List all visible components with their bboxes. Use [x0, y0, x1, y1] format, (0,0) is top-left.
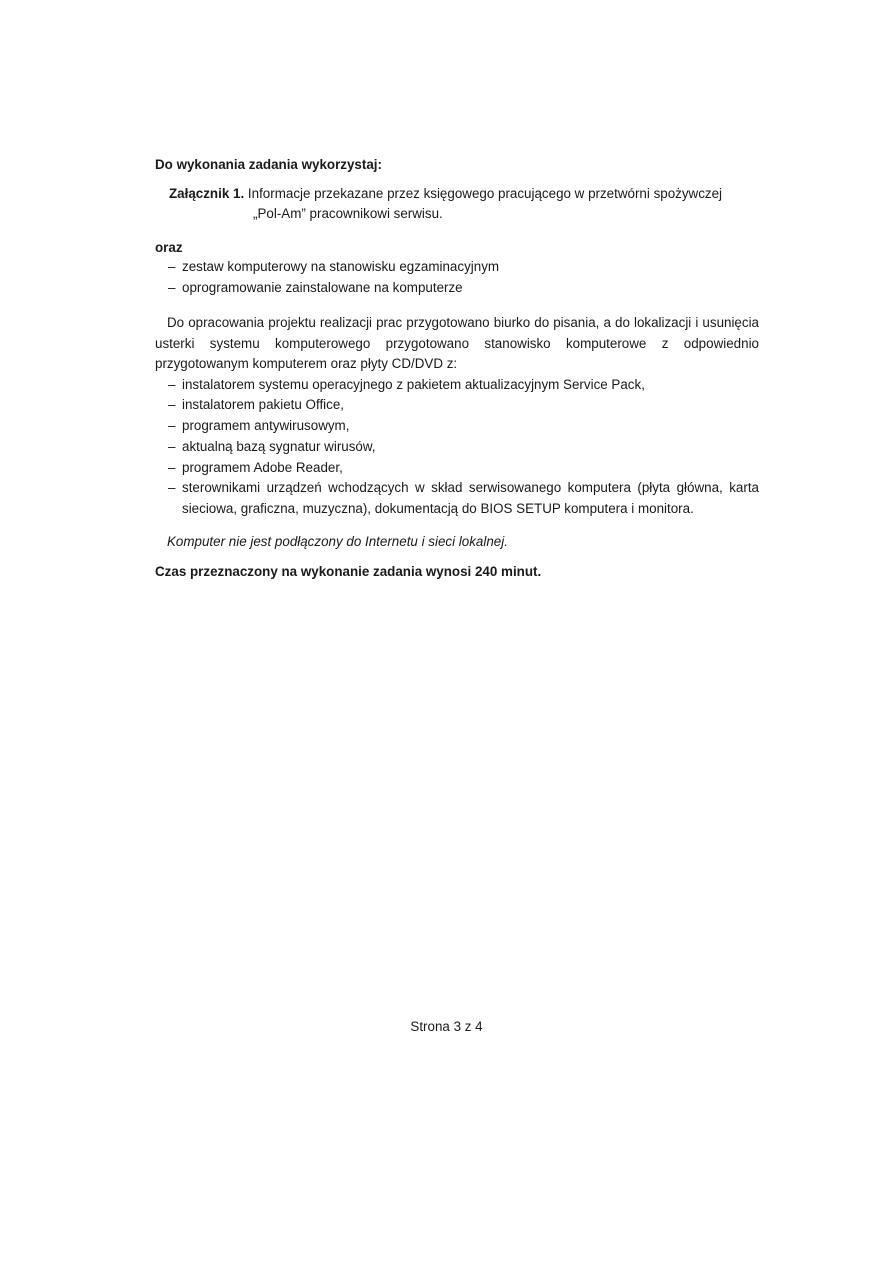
list-item: – oprogramowanie zainstalowane na komputerze: [168, 277, 759, 298]
section-heading: Do wykonania zadania wykorzystaj:: [155, 157, 382, 172]
attachment-block: [155, 184, 759, 224]
media-list: [155, 375, 759, 521]
list-item: – programem antywirusowym,: [168, 416, 759, 437]
oraz-label: oraz: [155, 240, 183, 255]
list-item: – instalatorem systemu operacyjnego z pakietem aktualizacyjnym Service Pack,: [168, 375, 759, 396]
equipment-list: [155, 256, 759, 298]
page-number: Strona 3 z 4: [410, 1019, 483, 1034]
time-statement: Czas przeznaczony na wykonanie zadania wynosi 240 minut.: [155, 564, 542, 580]
list-item: – aktualną bazą sygnatur wirusów,: [168, 437, 759, 458]
page-content: [155, 155, 759, 582]
dash-mark: –: [168, 418, 176, 434]
dash-mark: –: [168, 438, 176, 454]
dash-mark: –: [168, 376, 176, 392]
list-item: – programem Adobe Reader,: [168, 458, 759, 479]
attachment-label: Załącznik 1.: [169, 186, 245, 201]
attachment-line-1: [169, 184, 759, 204]
dash-mark: –: [168, 480, 176, 496]
dash-mark: –: [168, 259, 176, 274]
attachment-line-2: „Pol-Am” pracownikowi serwisu.: [253, 206, 443, 221]
preparation-paragraph: Do opracowania projektu realizacji prac przygotowano biurko do pisania, a do lokalizacji i usunięcia usterki systemu komputerowego przygotowano stanowisko komputerowe z odpowiednio przygotowanym komputerem oraz płyty CD/DVD z:: [155, 315, 759, 371]
dash-mark: –: [168, 280, 176, 295]
dash-mark: –: [168, 397, 176, 413]
network-note: Komputer nie jest podłączony do Internetu i sieci lokalnej.: [167, 534, 508, 550]
list-item: – instalatorem pakietu Office,: [168, 395, 759, 416]
list-item: – sterownikami urządzeń wchodzących w skład serwisowanego komputera (płyta główna, karta sieciowa, graficzna, muzyczna), dokumentacją do BIOS SETUP komputera i monitora.: [168, 480, 759, 517]
dash-mark: –: [168, 459, 176, 475]
list-item: – zestaw komputerowy na stanowisku egzaminacyjnym: [168, 256, 759, 277]
attachment-text-1: Informacje przekazane przez księgowego pracującego w przetwórni spożywczej: [247, 186, 723, 201]
